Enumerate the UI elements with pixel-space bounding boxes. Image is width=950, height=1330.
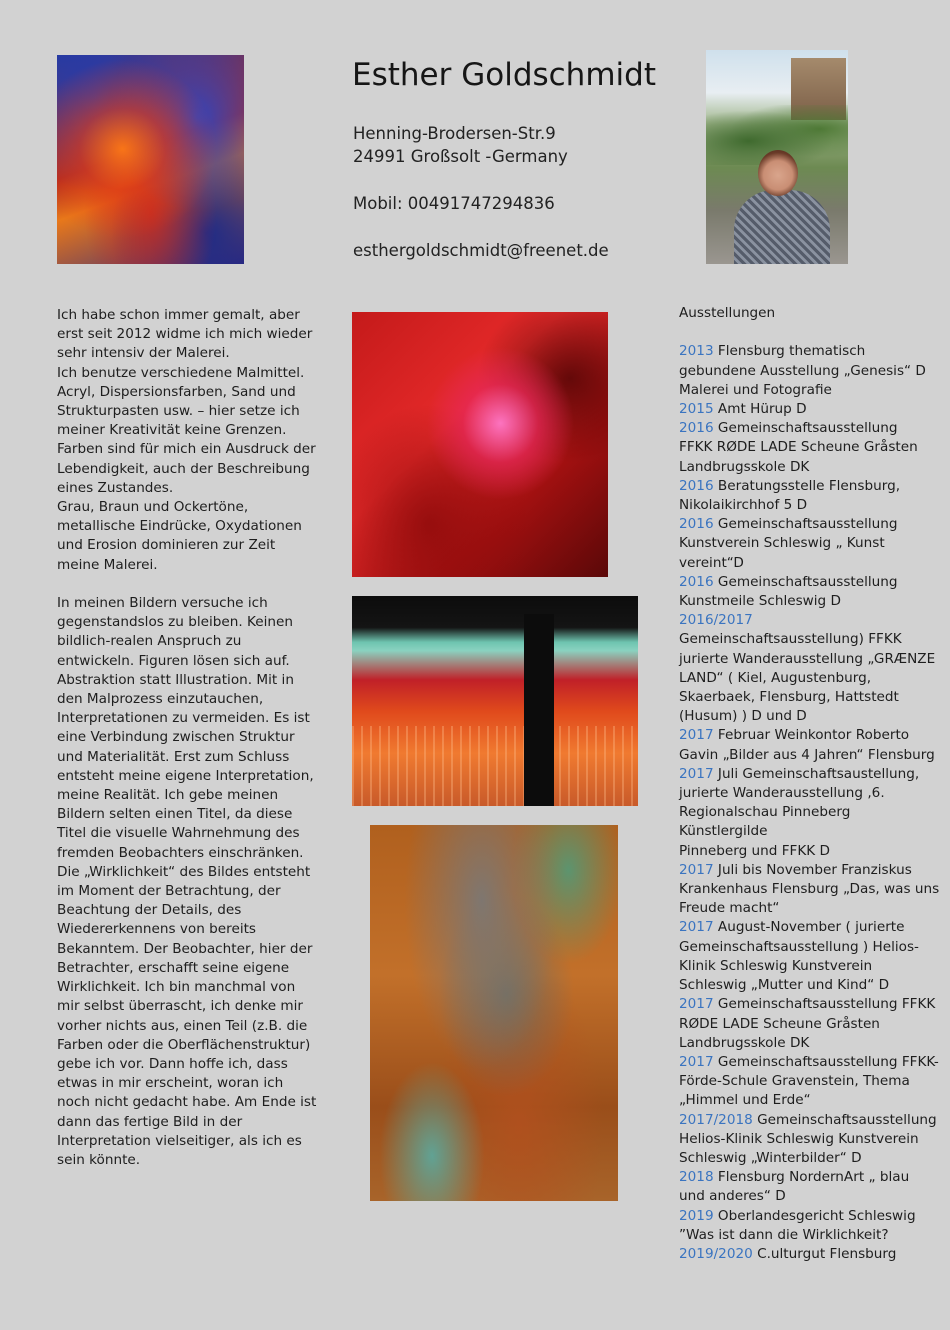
exhibition-entry <box>679 726 941 764</box>
artwork-abstract-black-turquoise-orange <box>352 596 638 806</box>
exhibition-year: 2017 <box>679 919 714 936</box>
exhibition-year: 2018 <box>679 1169 714 1186</box>
exhibition-description: Flensburg thematisch gebundene Ausstellung „Genesis“ D Malerei und Fotografie <box>679 343 926 398</box>
exhibition-year: 2013 <box>679 343 714 360</box>
exhibition-entry <box>679 419 941 477</box>
exhibition-description: Februar Weinkontor Roberto Gavin „Bilder aus 4 Jahren“ Flensburg <box>679 727 935 763</box>
exhibition-description: Juli bis November Franziskus Krankenhaus Flensburg „Das, was uns Freude macht“ <box>679 861 940 917</box>
exhibition-year: 2019/2020 <box>679 1245 753 1262</box>
exhibition-entry <box>679 611 941 726</box>
exhibition-description: August-November ( jurierte Gemeinschaftsausstellung ) Helios- Klinik Schleswig Kunstverein Schleswig „Mutter und Kind“ D <box>679 919 919 994</box>
exhibition-year: 2017 <box>679 765 714 782</box>
exhibition-year: 2015 <box>679 401 714 417</box>
exhibition-year: 2017 <box>679 727 714 744</box>
exhibition-description: Amt Hürup D <box>713 401 807 417</box>
exhibition-year: 2017 <box>679 861 714 878</box>
photo-person-head <box>758 150 798 196</box>
exhibition-description: Gemeinschaftsausstellung FFKK RØDE LADE Scheune Gråsten Landbrugsskole DK <box>679 420 918 475</box>
exhibition-description: Beratungsstelle Flensburg, Nikolaikirchhof 5 D <box>679 477 901 514</box>
exhibition-description: Flensburg NordernArt „ blau und anderes“ D <box>679 1169 910 1205</box>
exhibition-description: Gemeinschaftsausstellung) FFKK jurierte Wanderausstellung „GRÆNZE LAND“ ( Kiel, Augustenburg, Skaerbaek, Flensburg, Hattstedt (Husum) ) D und D <box>679 631 936 725</box>
exhibition-description: Gemeinschaftsausstellung FFKK- Förde-Schule Gravenstein, Thema „Himmel und Erde“ <box>679 1053 939 1109</box>
exhibition-year: 2017/2018 <box>679 1111 753 1128</box>
exhibition-year: 2017 <box>679 1053 714 1070</box>
artist-name: Esther Goldschmidt <box>352 57 656 93</box>
exhibition-description: Oberlandesgericht Schleswig ”Was ist dann die Wirklichkeit? <box>679 1207 916 1243</box>
exhibition-year: 2017 <box>679 996 714 1013</box>
statement-paragraph-1: Ich habe schon immer gemalt, aber erst seit 2012 widme ich mich wieder sehr intensiv der Malerei. Ich benutze verschiedene Malmittel. Acryl, Dispersionsfarben, Sand und Strukturpasten usw. – hier setze ich meiner Kreativität keine Grenzen. Farben sind für mich ein Ausdruck der Lebendigkeit, auch der Beschreibung eines Zustandes. Grau, Braun und Ockertöne, metallische Eindrücke, Oxydationen und Erosion dominieren zur Zeit meine Malerei. <box>57 307 316 573</box>
exhibition-entry <box>679 477 941 515</box>
exhibition-description: Gemeinschaftsausstellung Kunstmeile Schleswig D <box>679 573 898 610</box>
artwork-abstract-blue-orange <box>57 55 244 264</box>
exhibition-entry <box>679 1245 941 1264</box>
exhibition-year: 2016 <box>679 516 714 533</box>
exhibition-entry <box>679 765 941 861</box>
exhibitions-list <box>679 304 941 1264</box>
exhibition-description: Gemeinschaftsausstellung FFKK RØDE LADE Scheune Gråsten Landbrugsskole DK <box>679 996 936 1051</box>
exhibition-description: Gemeinschaftsausstellung Helios-Klinik Schleswig Kunstverein Schleswig „Winterbilder“ D <box>679 1111 937 1166</box>
exhibition-description: C.ulturgut Flensburg <box>752 1245 897 1262</box>
exhibition-year: 2016 <box>679 420 714 437</box>
exhibition-entry <box>679 573 941 611</box>
exhibition-entry <box>679 1168 941 1206</box>
exhibition-entry <box>679 1111 941 1169</box>
statement-paragraph-2: In meinen Bildern versuche ich gegenstandslos zu bleiben. Keinen bildlich-realen Anspruch zu entwickeln. Figuren lösen sich auf. Abstraktion statt Illustration. Mit in den Malprozess einzutauchen, Interpretationen zu vermeiden. Es ist eine Verbindung zwischen Struktur und Materialität. Erst zum Schluss entsteht meine eigene Interpretation, meine Realität. Ich gebe meinen Bildern selten einen Titel, da diese Titel die visuelle Wahrnehmung des fremden Beobachters einschränken. Die „Wirklichkeit“ des Bildes entsteht im Moment der Betrachtung, der Beachtung der Details, des Wiedererkennens von bereits Bekanntem. Der Beobachter, hier der Betrachter, erschafft seine eigene Wirklichkeit. Ich bin manchmal von mir selbst überrascht, ich denke mir vorher nichts aus, einen Teil (z.B. die Farben oder die Oberflächenstruktur) gebe ich vor. Dann hoffe ich, dass etwas in mir erscheint, woran ich noch nicht gedacht habe. Am Ende ist dann das fertige Bild in der Interpretation vielseitiger, als ich es sein könnte. <box>57 595 317 1168</box>
email-address[interactable]: esthergoldschmidt@freenet.de <box>353 241 609 260</box>
exhibition-description: Gemeinschaftsausstellung Kunstverein Schleswig „ Kunst vereint“D <box>679 516 898 571</box>
artwork-abstract-rust-grey <box>370 825 618 1201</box>
exhibition-year: 2016 <box>679 573 714 590</box>
exhibition-entries <box>679 342 941 1264</box>
exhibition-entry <box>679 1053 941 1111</box>
exhibition-entry <box>679 342 941 400</box>
artist-statement <box>57 306 317 1170</box>
exhibition-description: Juli Gemeinschaftsaustellung, jurierte Wanderausstellung ,6. Regionalschau Pinneberg Künstlergilde Pinneberg und FFKK D <box>679 765 920 859</box>
mobile-number: Mobil: 00491747294836 <box>353 194 555 213</box>
exhibition-entry <box>679 515 941 573</box>
exhibition-entry <box>679 918 941 995</box>
exhibitions-heading: Ausstellungen <box>679 305 776 321</box>
artwork-abstract-red <box>352 312 608 577</box>
exhibition-year: 2019 <box>679 1207 714 1224</box>
address-city: 24991 Großsolt -Germany <box>353 147 568 166</box>
artwork-streaks <box>352 726 638 806</box>
exhibition-entry <box>679 995 941 1053</box>
artist-portrait-photo <box>706 50 848 264</box>
artwork-black-bar <box>524 614 554 806</box>
exhibition-entry <box>679 861 941 919</box>
exhibition-year: 2016/2017 <box>679 612 753 629</box>
exhibition-entry <box>679 1207 941 1245</box>
photo-person-body <box>734 190 830 264</box>
exhibition-entry <box>679 400 941 419</box>
exhibition-year: 2016 <box>679 477 714 494</box>
address-street: Henning-Brodersen-Str.9 <box>353 124 556 143</box>
